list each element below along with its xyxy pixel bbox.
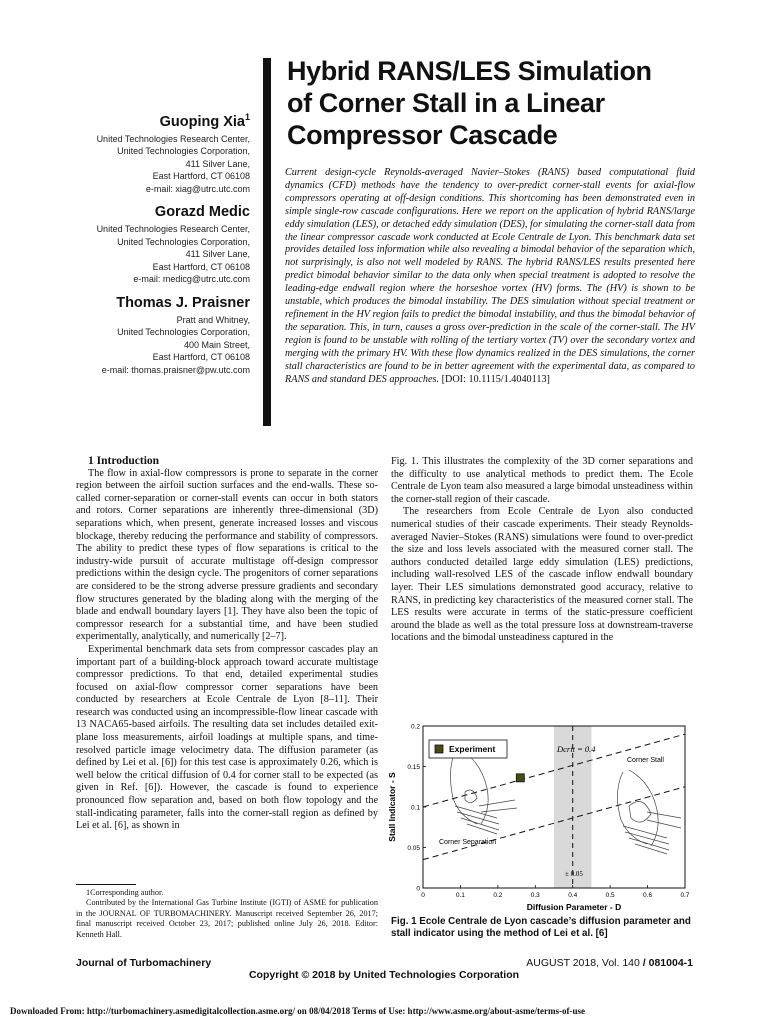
sketch-blade-outline [450,752,477,824]
affiliation-line: United Technologies Research Center, [96,133,250,144]
x-axis-label: Diffusion Parameter - D [526,902,622,912]
author-email[interactable]: e-mail: medicg@utrc.utc.com [133,274,250,285]
sketch-endwall-lines [623,826,669,854]
issue-date-volume: AUGUST 2018, Vol. 140 [526,957,640,969]
author-block [60,203,250,286]
affiliation-line: East Hartford, CT 06108 [152,171,250,182]
author-block [60,294,250,377]
author-email[interactable]: e-mail: thomas.praisner@pw.utc.com [101,364,250,375]
sketch-blade-outline [617,772,647,844]
footnote-marker: 1 [244,112,250,122]
legend-label: Experiment [449,744,496,754]
paper-title [287,55,687,151]
figure-caption: Fig. 1 Ecole Centrale de Lyon cascade’s diffusion parameter and stall indicator using the method of Lei et al. [6] [391,916,691,939]
author-list [60,108,250,384]
affiliation-line: United Technologies Corporation, [117,236,250,247]
affiliation-line: 411 Silver Lane, [185,158,250,169]
critical-diffusion-label: Dcrit = 0.4 [557,744,596,754]
x-tick-label: 0.7 [680,892,690,899]
doi-link[interactable]: [DOI: 10.1115/1.4040113] [441,373,550,385]
title-line: Compressor Cascade [287,120,558,150]
author-affiliation [60,314,250,377]
x-tick-label: 0.3 [530,892,540,899]
author-email[interactable]: e-mail: xiag@utrc.utc.com [145,183,250,194]
y-tick-label: 0.2 [410,723,420,731]
issue-info [526,957,693,969]
body-column-right [391,456,693,645]
body-column-left [76,455,378,833]
corner-separation-label: Corner Separation [439,839,497,846]
affiliation-line: 411 Silver Lane, [185,249,250,260]
x-tick-label: 0.2 [493,892,503,899]
paragraph: The researchers from Ecole Centrale de Lyon also conducted numerical studies of their cascade experiments. Their steady Reynolds-averaged Navier–Stokes (RANS) simulations were found to over-predict the size and loss levels associated with the measured corner stall. The authors conducted detailed large eddy simulation (LES) predictions, including wall-resolved LES of the cascade inflow endwall boundary layer. Their LES simulations demonstrated good accuracy, relative to RANS, in predicting key characteristics of the measured corner stall. The LES results were accurate in terms of the static-pressure coefficient around the blade as well as the total pressure loss at downstream-traverse locations and the bimodal unsteadiness captured in the [391,506,693,644]
abstract-text: Current design-cycle Reynolds-averaged Navier–Stokes (RANS) based computational fluid dynamics (CFD) methods have the tendency to over-predict corner-stall events for axial-flow compressors operating at off-design conditions. This shortcoming has been demonstrated even in simple single-row cascade configurations. Here we report on the application of hybrid RANS/large eddy simulation (LES), or detached eddy simulation (DES), for simulating the corner-stall data from the linear compressor cascade work conducted at Ecole Centrale de Lyon. This benchmark data set provides detailed loss information while also revealing a bimodal behavior of the separation which, not surprisingly, is also not well modeled by RANS. The hybrid RANS/LES results presented here predict bimodal behavior similar to the data only when special treatment is adopted to resolve the leading-edge endwall region where the horseshoe vortex (HV) forms. The (HV) is shown to be unstable, which produces the bimodal instability. The DES simulation without special treatment or refinement in the HV region fails to predict the bimodal instability, and thus the bimodal behavior of the separation. This, in turn, causes a gross over-prediction in the scale of the corner-stall. The HV region is found to be unstable with rolling of the tertiary vortex (TV) over the secondary vortex and merging with the primary HV. With these flow dynamics realized in the DES simulations, the corner stall characteristics are found to be in better agreement with the experimental data, as compared to RANS and standard DES approaches. [285,167,695,385]
x-tick-label: 0.5 [605,892,615,899]
affiliation-line: United Technologies Research Center, [96,224,250,235]
sketch-blade-outline [461,750,488,824]
x-tick-label: 0.4 [568,892,578,899]
corner-stall-sketch [617,770,681,854]
sketch-streamlines [647,812,681,828]
y-axis-label: Stall Indicator - S [387,772,397,842]
footnote [76,888,378,940]
author-affiliation [60,223,250,286]
figure-1 [385,720,693,916]
title-line: of Corner Stall in a Linear [287,88,605,118]
affiliation-line: 400 Main Street, [183,339,250,350]
author-name: Guoping Xia$^1$ [159,112,250,130]
y-tick-label: 0.1 [410,804,420,812]
author-block [60,108,250,195]
affiliation-line: East Hartford, CT 06108 [152,261,250,272]
x-tick-label: 0.6 [643,892,653,899]
journal-name: Journal of Turbomachinery [76,957,212,969]
abstract [285,167,695,386]
section-heading: 1 Introduction [88,455,160,467]
affiliation-line: Pratt and Whitney, [176,314,250,325]
footnote-publication: Contributed by the International Gas Turbine Institute (IGTI) of ASME for publication in the JOURNAL OF TURBOMACHINERY. Manuscript received September 26, 2017; final manuscript received October 23, 2017; published online July 26, 2018. Editor: Kenneth Hall. [76,898,378,939]
title-divider-bar [263,58,271,426]
x-tick-label: 0.1 [455,892,465,899]
band-width-label: ± 0.05 [565,870,583,878]
y-tick-label: 0 [416,885,420,893]
legend-marker [435,745,443,753]
paragraph: Experimental benchmark data sets from compressor cascades play an important part of a building-block approach toward accurate multistage compressor predictions. To that end, detailed experimental studies focused on axial-flow compressor corner separations have been conducted by researchers at Ecole Centrale de Lyon [8–11]. Their research was conducted using an incompressible-flow linear cascade with 13 NACA65-based airfoils. The resulting data set includes detailed exit-plane loss measurements, airfoil loadings at multiple spans, and time-resolved particle image velocimetry data. The diffusion parameter (as defined by Lei et al. [6]) for this test case is approximately 0.26, which is well below the critical diffusion of 0.4 for corner stall to be expected (as given in Ref. [6]). However, the cascade is found to experience pronounced flow separation and, based on both flow topology and the stall-indicating parameter, falls into the corner-stall region as defined by Lei et al. [6], as shown in [76,643,378,832]
footnote-rule [76,884,136,885]
paragraph: Fig. 1. This illustrates the complexity of the 3D corner separations and the difficulty to use analytical methods to predict them. The Ecole Centrale de Lyon team also measured a large bimodal unsteadiness within the corner-stall region of their cascade. [391,456,693,505]
paragraph: The flow in axial-flow compressors is prone to separate in the corner region between the airfoil suction surfaces and the end-walls. These so-called corner-separation or corner-stall events can occur in both stators and rotors. Corner separations are inherently three-dimensional (3D) separations which, when present, generate increased losses and viscous blockage, thereby reducing the performance and stability of compressors. The ability to predict these types of flow separations is critical to the industry-wide pursuit of accurate multistage off-design compressor predictions within the design cycle. The progenitors of corner separations are considered to be the strong adverse pressure gradients and secondary flow structures generated by the blading along with the merging of the blade and endwall boundary layers [1]. They have also been the topic of compressor research for a substantial time, and have been studied experimentally, analytically, and numerically [2–7]. [76,467,378,643]
stall-indicator-chart [385,720,693,916]
corner-stall-label: Corner Stall [627,757,664,764]
affiliation-line: United Technologies Corporation, [117,327,250,338]
download-notice[interactable]: Downloaded From: http://turbomachinery.asmedigitalcollection.asme.org/ on 08/04/2018 Terms of Use: http://www.asme.org/about-asme/terms-of-use [10,1006,586,1016]
affiliation-line: East Hartford, CT 06108 [152,352,250,363]
sketch-separation-zone [465,790,477,803]
sketch-endwall-lines [455,806,499,834]
article-number: 081004-1 [648,957,693,969]
title-line: Hybrid RANS/LES Simulation [287,56,652,86]
author-name: Thomas J. Praisner [116,294,250,311]
sketch-streamlines [479,800,517,812]
x-tick-label: 0 [421,892,425,899]
author-affiliation [60,133,250,196]
y-tick-label: 0.15 [407,764,420,771]
y-tick-label: 0.05 [407,845,420,852]
experiment-point [516,774,524,782]
footnote-corresponding: 1Corresponding author. [86,888,164,897]
affiliation-line: United Technologies Corporation, [117,146,250,157]
corner-separation-sketch [450,750,517,834]
issue-separator: / [642,957,646,969]
data-points [516,774,524,782]
copyright-notice: Copyright © 2018 by United Technologies Corporation [248,969,520,981]
author-name: Gorazd Medic [154,204,250,221]
